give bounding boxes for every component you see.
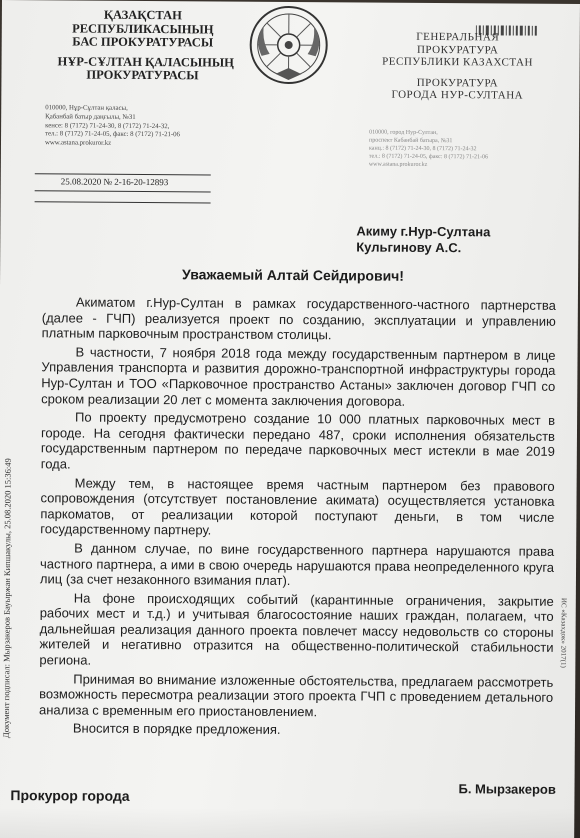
address-line: кенсе: 8 (7172) 71-24-30, 8 (7172) 71-24-32,	[45, 121, 170, 130]
body-paragraph: Акиматом г.Нур-Султан в рамках государственного-частного партнерства (далее - ГЧП) реализуется проект по созданию, эксплуатации и управлению платным парковочным пространством столицы.	[41, 294, 556, 343]
header-russian-line: ПРОКУРАТУРА	[416, 43, 499, 56]
state-emblem-icon	[247, 4, 330, 87]
body-paragraph: На фоне происходящих событий (карантинные ограничения, закрытие рабочих мест и т.д.) и учитывая благосостояние наших граждан, полагаем, что дальнейшая реализация данного проекта повлечет массу недовольств со стороны жителей и негативно отразится на общественно-политической стабильности региона.	[39, 590, 554, 668]
body-paragraph: Вносится в порядке предложения.	[72, 720, 281, 738]
header-russian	[367, 31, 547, 103]
body-paragraph: Принимая во внимание изложенные обстоятельства, предлагаем рассмотреть возможность пересмотра реализации этого проекта ГЧП с проведением детального анализа с временным его приостановлением.	[38, 671, 554, 720]
header-rule	[35, 173, 211, 175]
body-paragraph: По проекту предусмотрено создание 10 000 платных парковочных мест в городе. На сегодня фактически передано 487, сроки исполнения обязательств государственным партнером по передаче парковочных мест истекли в мае 2019 года.	[40, 409, 556, 472]
system-margin-text: ИС «Казахдок» 2017(1)	[559, 597, 568, 668]
signatory-name: Б. Мырзакеров	[458, 781, 556, 797]
header-russian-line: ГЕНЕРАЛЬНАЯ	[416, 30, 500, 44]
system-margin	[557, 598, 570, 748]
address-line: www.astana.prokuror.kz	[368, 161, 428, 168]
header-kazakh	[57, 7, 234, 83]
header-rule	[35, 201, 211, 203]
header-kazakh-line: ПРОКУРАТУРАСЫ	[86, 67, 199, 83]
signatory-title: Прокурор города	[10, 787, 130, 804]
address-russian	[369, 129, 549, 170]
registration-number: 25.08.2020 № 2-16-20-12893	[60, 176, 169, 188]
addressee-block	[356, 223, 490, 256]
address-line: Қабанбай батыр даңғылы, №31	[45, 113, 136, 121]
address-kazakh	[45, 104, 245, 149]
header-kazakh-line: РЕСПУБЛИКАСЫНЫҢ	[72, 20, 214, 36]
header-russian-line: ГОРОДА НУР-СУЛТАНА	[391, 88, 524, 102]
body-paragraph: В частности, 7 ноября 2018 года между государственным партнером в лице Управления транспорта и развития дорожно-транспортной инфраструктуры города Нур-Султан и ТОО «Парковочное пространство Астаны» заключен договор ГЧП со сроком реализации 20 лет с момента заключения договора.	[41, 344, 556, 409]
address-line: проспект Кабанбай батыра, №31	[369, 137, 453, 145]
header-russian-line: ПРОКУРАТУРА	[416, 76, 499, 89]
digital-signature-margin	[0, 300, 13, 740]
addressee-line: Акиму г.Нур-Султана	[356, 223, 491, 240]
header-kazakh-line: НҰР-СҰЛТАН ҚАЛАСЫНЫҢ	[57, 53, 234, 70]
addressee-line: Кульгинову А.С.	[356, 239, 462, 256]
letter-body	[39, 294, 556, 742]
address-line: канц.: 8 (7172) 71-24-30, 8 (7172) 71-24-32	[368, 145, 477, 153]
header-rule	[35, 190, 211, 192]
header-kazakh-line: ҚАЗАҚСТАН	[103, 7, 182, 23]
address-line: тел.: 8 (7172) 71-24-05, факс: 8 (7172) 71-21-06	[45, 130, 180, 139]
body-paragraph: Между тем, в настоящее время частным партнером без правового сопровождения (отсутствует постановление акимата) осуществляется установка паркоматов, от реализации которой поступают деньги, в том числе государственному партнеру.	[40, 475, 555, 538]
address-line: www.astana.prokuror.kz	[44, 139, 112, 147]
address-line: 010000, Нұр-Сұлтан қаласы,	[45, 104, 128, 112]
address-line: 010000, город Нур-Султан,	[369, 129, 438, 137]
salutation: Уважаемый Алтай Сейдирович!	[182, 266, 405, 284]
body-paragraph: В данном случае, по вине государственного партнера нарушаются права частного партнера, а ими в свою очередь нарушаются права неопределенного круга лиц (за счет незаконного взимания плат).	[39, 540, 555, 589]
header-russian-line: РЕСПУБЛИКИ КАЗАХСТАН	[382, 55, 533, 69]
header-kazakh-line: БАС ПРОКУРАТУРАСЫ	[72, 34, 214, 50]
address-line: тел.: 8 (7172) 71-24-05, факс: 8 (7172) 71-21-06	[368, 153, 489, 161]
digital-signature-text: Документ подписал: Мырзакеров Бауыржан Кипшакулы, 25.08.2020 15:36:49	[0, 458, 13, 739]
